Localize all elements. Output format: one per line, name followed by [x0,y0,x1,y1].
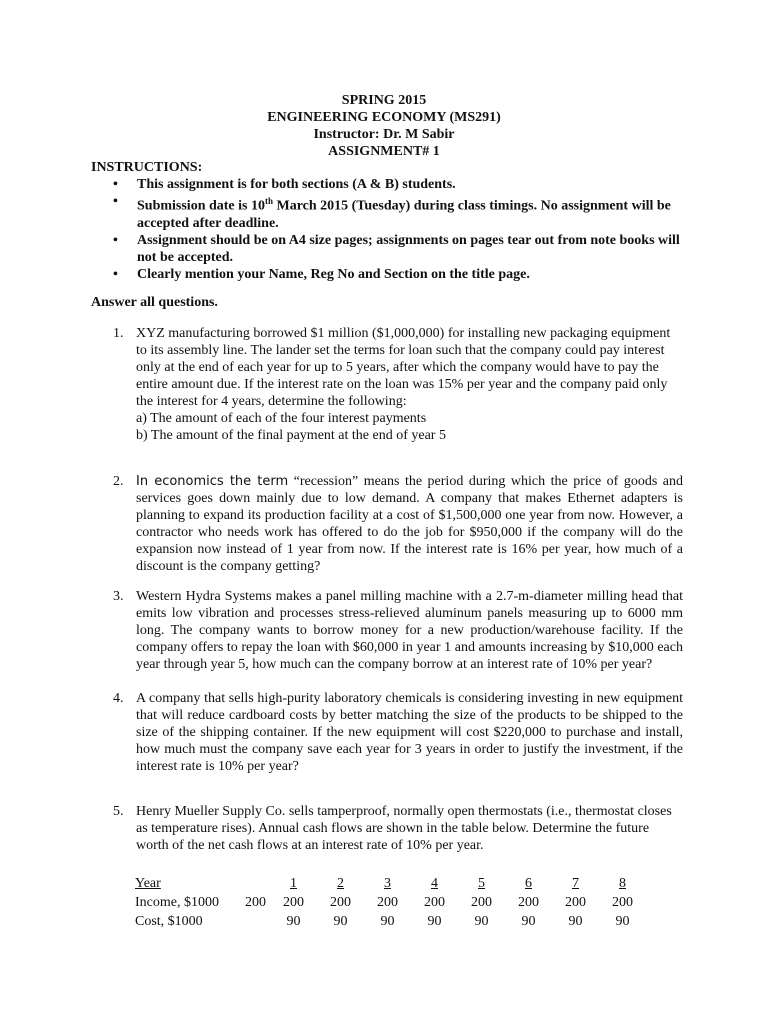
question-number: 4. [113,691,124,706]
table-cell: 90 [427,914,442,929]
question-text: Henry Mueller Supply Co. sells tamperproof, normally open thermostats (i.e., thermostat closes as temperature rises). Annual cash flows are shown in the table below. Determine the future worth of the net cash flows at an interest rate of 10% per year. [136,804,672,853]
instruction-text: Assignment should be on A4 size pages; assignments on pages tear out from note books will not be accepted. [137,232,680,265]
instruction-text: Submission date is 10 [137,198,265,214]
table-cell: 200 [612,895,633,910]
table-header-cell: 1 [290,876,297,891]
instruction-text: This assignment is for both sections (A & B) students. [137,177,456,192]
instruction-text-rest: March 2015 (Tuesday) during class timings. No assignment will be accepted after deadline. [137,198,671,231]
table-header-cell: 4 [431,876,438,891]
answer-all-note: Answer all questions. [91,295,218,310]
table-header-cell: Year [135,876,161,891]
table-cell: 90 [521,914,536,929]
table-cell: 200 [245,895,266,910]
course-title: ENGINEERING ECONOMY (MS291) [267,110,501,125]
table-cell: 200 [330,895,351,910]
bullet-icon: • [113,232,118,248]
question-part: a) The amount of each of the four interest payments [136,411,427,426]
instruction-item [113,266,683,283]
question-text: A company that sells high-purity laboratory chemicals is considering investing in new equipment that will reduce cardboard costs by better matching the size of the products to be shipped to the size of the shipping container. If the new equipment will cost $220,000 to purchase and install, how much must the company save each year for 3 years in order to justify the investment, if the interest rate is 10% per year? [136,691,683,774]
table-cell: 200 [424,895,445,910]
instructions-list [113,176,683,283]
question-text: “recession” means the period during which the price of goods and services goes down mainly due to low demand. A company that makes Ethernet adapters is planning to expand its production facility at a cost of $1,500,000 one year from now. However, a contractor who needs work has offered to do the job for $950,000 if the company will do the expansion now instead of 1 year from now. If the interest rate is 16% per year, how much of a discount is the company getting? [136,474,683,574]
instruction-item [113,232,683,266]
document-header [0,92,768,160]
table-header-cell [245,875,270,894]
question-number: 5. [113,804,124,819]
bullet-icon: • [113,194,118,209]
table-cell: 200 [471,895,492,910]
bullet-icon: • [113,177,118,192]
table-row [135,913,646,932]
question-number: 3. [113,589,124,604]
question-1 [113,325,683,444]
table-header-row [135,875,646,894]
table-cell: 90 [333,914,348,929]
question-lead-text: In economics the term [136,474,289,489]
table-header-cell: 5 [478,876,485,891]
table-row [135,894,646,913]
question-number: 1. [113,326,124,341]
superscript-th: th [264,196,273,206]
table-cell: 90 [615,914,630,929]
table-header-cell: 8 [619,876,626,891]
instruction-item [113,193,683,232]
question-5 [113,803,683,854]
cash-flow-table [135,875,646,932]
instructions-heading: INSTRUCTIONS: [91,160,203,175]
question-text: Western Hydra Systems makes a panel milling machine with a 2.7-m-diameter milling head that emits low vibration and processes stress-relieved aluminum panels measuring up to 6000 mm long. The company wants to borrow money for a new production/warehouse facility. If the company offers to repay the loan with $60,000 in year 1 and amounts increasing by $10,000 each year through year 5, how much can the company borrow at an interest rate of 10% per year? [136,589,683,672]
instructor-name: Instructor: Dr. M Sabir [313,127,455,142]
question-3 [113,588,683,673]
question-4 [113,690,683,775]
instruction-text: Clearly mention your Name, Reg No and Section on the title page. [137,266,530,282]
semester-label: SPRING 2015 [341,93,427,108]
table-row-label: Income, $1000 [135,895,219,910]
bullet-icon: • [113,266,118,282]
table-header-cell: 6 [525,876,532,891]
table-cell: 90 [474,914,489,929]
table-cell: 200 [283,895,304,910]
table-cell: 200 [565,895,586,910]
table-cell: 90 [286,914,301,929]
table-header-cell: 3 [384,876,391,891]
table-cell: 90 [568,914,583,929]
instruction-item [113,176,683,193]
question-text: XYZ manufacturing borrowed $1 million ($1,000,000) for installing new packaging equipment to its assembly line. The lander set the terms for loan such that the company could pay interest only at the end of each year for up to 5 years, after which the company would have to pay the entire amount due. If the interest rate on the loan was 15% per year and the company paid only the interest for 4 years, determine the following: [136,326,671,409]
table-header-cell: 2 [337,876,344,891]
question-2 [113,473,683,575]
table-cell: 200 [518,895,539,910]
question-part: b) The amount of the final payment at the end of year 5 [136,428,446,443]
table-cell [245,913,270,932]
assignment-title: ASSIGNMENT# 1 [328,144,440,159]
table-cell: 200 [377,895,398,910]
table-row-label: Cost, $1000 [135,914,203,929]
question-number: 2. [113,474,124,489]
table-header-cell: 7 [572,876,579,891]
table-cell: 90 [380,914,395,929]
